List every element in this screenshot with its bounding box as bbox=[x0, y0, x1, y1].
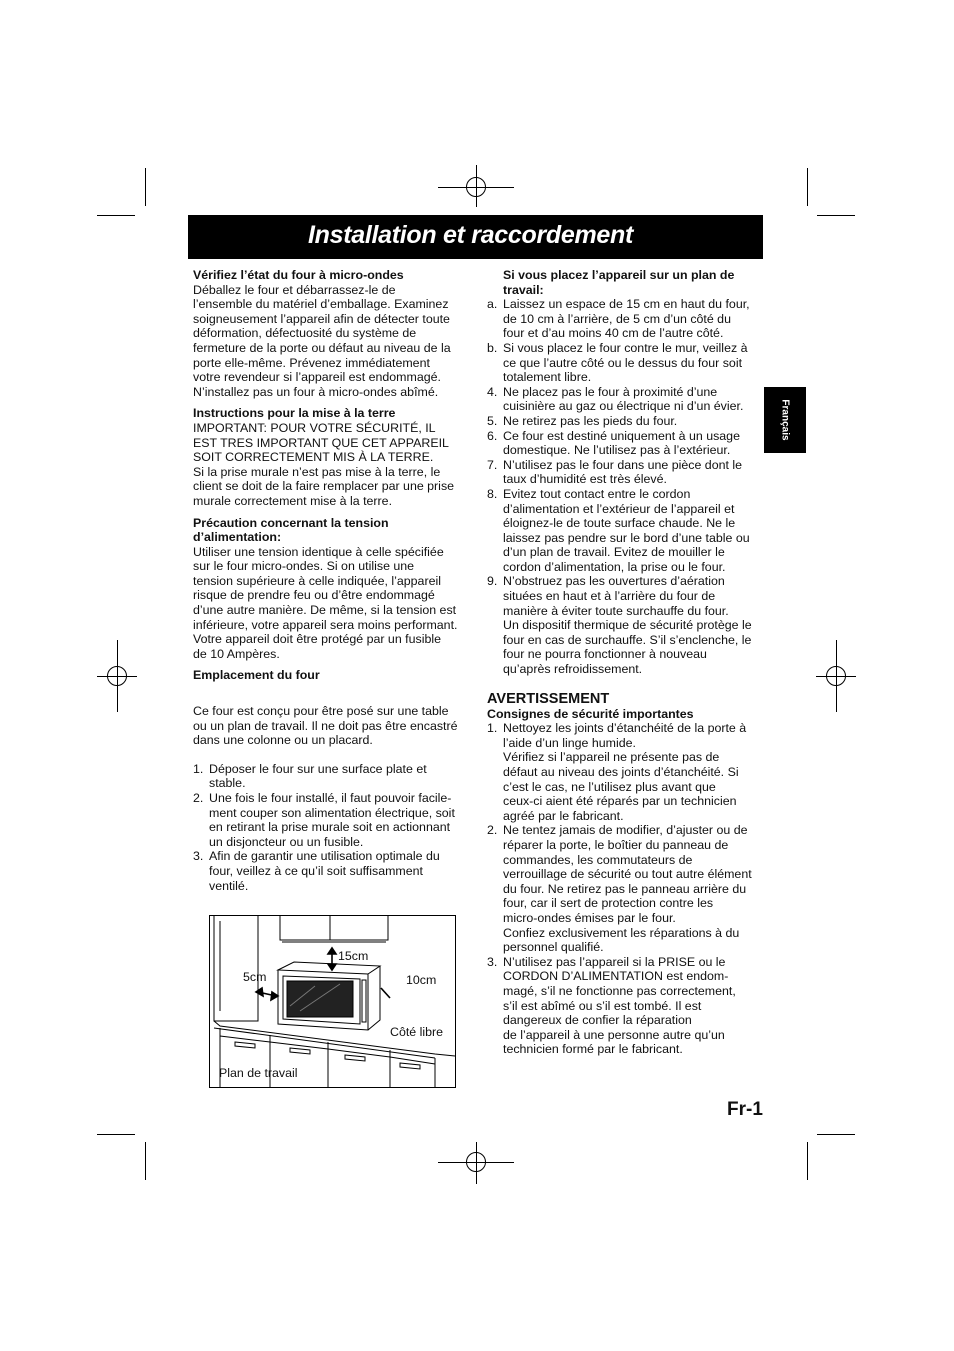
list-item bbox=[487, 487, 767, 575]
text-line: c’est le cas, ne l’utilisez plus avant que bbox=[503, 779, 716, 794]
list-item-number: 7. bbox=[487, 457, 498, 472]
list-item bbox=[487, 297, 767, 341]
list-item bbox=[487, 341, 767, 385]
section-heading: Précaution concernant la tension bbox=[193, 515, 389, 530]
kitchen-illustration bbox=[210, 916, 455, 1087]
list-item-number: a. bbox=[487, 297, 498, 312]
list-item-number: 3. bbox=[193, 849, 204, 864]
list-item-number: 1. bbox=[487, 721, 498, 736]
list-item-number: 5. bbox=[487, 413, 498, 428]
paragraph bbox=[193, 283, 471, 400]
clearance-left-label: 5cm bbox=[243, 970, 267, 984]
list-item-number: 9. bbox=[487, 574, 498, 589]
text-line: votre revendeur si l’appareil est endommagé. bbox=[193, 370, 441, 385]
list-item-number: 2. bbox=[487, 823, 498, 838]
text-line: ou un plan de travail. Il ne doit pas être encastré bbox=[193, 718, 458, 733]
text-line: s’il est abîmé ou s’il est tombé. Il est bbox=[503, 998, 702, 1013]
section-heading: Instructions pour la mise à la terre bbox=[193, 406, 396, 421]
text-line: Vérifiez si l’appareil ne présente pas de bbox=[503, 750, 720, 765]
page-title: Installation et raccordement bbox=[308, 221, 634, 249]
paragraph bbox=[193, 545, 471, 662]
section-heading: travail: bbox=[503, 282, 544, 297]
list-item-number: 8. bbox=[487, 486, 498, 501]
text-line: inférieure, votre appareil sera moins performant. bbox=[193, 617, 458, 632]
text-line: taux d’humidité est très élevé. bbox=[503, 472, 667, 487]
text-line: tension supérieure à celle indiquée, l’appareil bbox=[193, 573, 441, 588]
text-line: sur le four micro-ondes. Si on utilise une bbox=[193, 559, 415, 574]
list-item bbox=[193, 849, 471, 893]
warning-title: AVERTISSEMENT bbox=[487, 690, 610, 707]
text-line: verrouillage de sécurité ou tout autre élément bbox=[503, 867, 752, 882]
text-line: l’aide d’un linge humide. bbox=[503, 735, 636, 750]
text-line: cordon d’alimentation, la prise ou le four. bbox=[503, 559, 726, 574]
numbered-list bbox=[193, 762, 471, 893]
text-line: laissez pas pendre sur le bord d’une table ou bbox=[503, 530, 750, 545]
text-line: ce que l’autre côté ou le dessus du four soit bbox=[503, 355, 743, 370]
paragraph bbox=[193, 704, 471, 748]
text-line: Ce four est destiné uniquement à un usage bbox=[503, 428, 740, 443]
list-item-number: 6. bbox=[487, 428, 498, 443]
list-item-number: 2. bbox=[193, 791, 204, 805]
text-line: N’utilisez pas l’appareil si la PRISE ou le bbox=[503, 954, 726, 969]
text-line: four, car il sert de protection contre les bbox=[503, 896, 714, 911]
text-line: stable. bbox=[209, 776, 246, 791]
text-line: Un dispositif thermique de sécurité protège le bbox=[503, 618, 752, 633]
text-line: N’installez pas un four à micro-ondes abîmé. bbox=[193, 384, 439, 399]
text-line: Déballez le four et débarrassez-le de bbox=[193, 282, 396, 297]
text-line: Afin de garantir une utilisation optimale du bbox=[209, 849, 440, 864]
text-line: dangereux de confier la réparation bbox=[503, 1013, 692, 1028]
text-line: client se doit de la faire remplacer par une prise bbox=[193, 479, 455, 494]
text-line: Ne retirez pas les pieds du four. bbox=[503, 413, 678, 428]
text-line: de 10 cm à l’arrière, de 5 cm d’un côté du bbox=[503, 311, 731, 326]
text-line: en retirant la prise murale soit en actionnant bbox=[209, 820, 451, 835]
text-line: risque de prendre feu ou d’être endommagé bbox=[193, 588, 435, 603]
list-item bbox=[487, 574, 767, 676]
clearance-right-label: 10cm bbox=[406, 973, 437, 987]
clearance-top-label: 15cm bbox=[338, 949, 369, 963]
text-line: manière à éviter toute surchauffe du four. bbox=[503, 603, 729, 618]
text-line: un disjoncteur ou un fusible. bbox=[209, 834, 364, 849]
list-item bbox=[487, 385, 767, 414]
text-line: four en cas de surchauffe. S’il s’enclenche, le bbox=[503, 632, 752, 647]
text-line: situées en haut et à l’arrière du four de bbox=[503, 589, 716, 604]
text-line: d’une autre manière. De même, si la tension est bbox=[193, 603, 457, 618]
list-item-number: 4. bbox=[487, 384, 498, 399]
text-line: SOIT CORRECTEMENT MIS À LA TERRE. bbox=[193, 450, 434, 465]
text-line: éloignez-le de toute surface chaude. Ne le bbox=[503, 516, 736, 531]
text-line: de l’appareil à une personne autre qu’un bbox=[503, 1027, 725, 1042]
section-heading: Vérifiez l’état du four à micro-ondes bbox=[193, 268, 404, 282]
list-item-number: b. bbox=[487, 340, 498, 355]
text-line: Ne placez pas le four à proximité d’une bbox=[503, 384, 718, 399]
text-line: déformation, défectuosité du système de bbox=[193, 326, 417, 341]
text-line: micro-ondes émises par le four. bbox=[503, 910, 676, 925]
text-line: ceux-ci aient été réparés par un technicien bbox=[503, 794, 737, 809]
list-item bbox=[487, 414, 767, 429]
text-line: magé, s’il ne fonctionne pas correctement, bbox=[503, 983, 736, 998]
text-line: Votre appareil doit être protégé par un fusible bbox=[193, 632, 441, 647]
section-heading: Si vous placez l’appareil sur un plan de bbox=[503, 268, 735, 282]
left-column bbox=[193, 268, 471, 893]
text-line: agréé par le fabricant. bbox=[503, 808, 624, 823]
text-line: IMPORTANT: POUR VOTRE SÉCURITÉ, IL bbox=[193, 420, 436, 435]
text-line: four ne pourra fonctionner à nouveau bbox=[503, 647, 707, 662]
text-line: Utiliser une tension identique à celle spécifiée bbox=[193, 544, 444, 559]
list-item bbox=[487, 721, 767, 823]
warning-subtitle: Consignes de sécurité importantes bbox=[487, 706, 694, 721]
section-heading: d’alimentation: bbox=[193, 530, 282, 545]
list-item bbox=[487, 955, 767, 1057]
text-line: totalement libre. bbox=[503, 370, 592, 385]
text-line: CORDON D’ALIMENTATION est endom- bbox=[503, 969, 729, 984]
text-line: personnel qualifié. bbox=[503, 940, 604, 955]
text-line: Si vous placez le four contre le mur, veillez à bbox=[503, 340, 748, 355]
text-line: qu’après refroidissement. bbox=[503, 662, 643, 677]
list-item bbox=[193, 791, 471, 849]
free-side-label: Côté libre bbox=[390, 1025, 444, 1039]
text-line: Ne tentez jamais de modifier, d’ajuster ou de bbox=[503, 823, 748, 838]
paragraph bbox=[193, 421, 471, 509]
list-item bbox=[487, 458, 767, 487]
text-line: réparer la porte, le boîtier du panneau de bbox=[503, 837, 729, 852]
title-banner bbox=[188, 215, 763, 259]
text-line: commandes, les commutateurs de bbox=[503, 852, 693, 867]
text-line: Ce four est conçu pour être posé sur une table bbox=[193, 704, 449, 719]
text-line: Une fois le four installé, il faut pouvoir facile- bbox=[209, 791, 452, 805]
text-line: ventilé. bbox=[209, 878, 249, 893]
text-line: soigneusement l’appareil afin de détecter toute bbox=[193, 311, 450, 326]
text-line: fermeture de la porte ou défaut au niveau de la bbox=[193, 340, 451, 355]
text-line: EST TRES IMPORTANT QUE CET APPAREIL bbox=[193, 435, 449, 450]
text-line: l’ensemble du matériel d’emballage. Examinez bbox=[193, 297, 449, 312]
text-line: N’utilisez pas le four dans une pièce dont le bbox=[503, 457, 743, 472]
text-line: d’un plan de travail. Evitez de mouiller le bbox=[503, 545, 725, 560]
list-item bbox=[193, 762, 471, 791]
text-line: du four. Ne retirez pas le panneau arrière du bbox=[503, 881, 747, 896]
text-line: ment couper son alimentation électrique, soit bbox=[209, 805, 455, 820]
section-heading: Emplacement du four bbox=[193, 668, 320, 683]
list-item-number: 3. bbox=[487, 954, 498, 969]
list-item bbox=[487, 823, 767, 954]
text-line: Nettoyez les joints d’étanchéité de la porte à bbox=[503, 721, 747, 736]
text-line: technicien formé par le fabricant. bbox=[503, 1042, 683, 1057]
right-column bbox=[487, 268, 767, 1057]
text-line: de 10 Ampères. bbox=[193, 646, 280, 661]
text-line: Laissez un espace de 15 cm en haut du four, bbox=[503, 297, 750, 312]
numbered-list bbox=[487, 297, 767, 676]
text-line: Si la prise murale n’est pas mise à la terre, le bbox=[193, 464, 441, 479]
text-line: four et d’au moins 40 cm de l’autre côté. bbox=[503, 326, 724, 341]
language-tab-label: Français bbox=[779, 399, 791, 441]
list-item-number: 1. bbox=[193, 761, 204, 776]
numbered-list bbox=[487, 721, 767, 1057]
text-line: Evitez tout contact entre le cordon bbox=[503, 486, 691, 501]
text-line: porte elle-même. Prévenez immédiatement bbox=[193, 355, 430, 370]
text-line: N’obstruez pas les ouvertures d’aération bbox=[503, 574, 725, 589]
text-line: Déposer le four sur une surface plate et bbox=[209, 761, 427, 776]
text-line: Confiez exclusivement les réparations à du bbox=[503, 925, 740, 940]
text-line: défaut au niveau des joints d’étanchéité. Si bbox=[503, 765, 739, 779]
text-line: domestique. Ne l’utilisez pas à l’extérieur. bbox=[503, 443, 731, 458]
language-tab bbox=[764, 387, 806, 453]
list-item bbox=[487, 429, 767, 458]
text-line: four, veillez à ce qu’il soit suffisamment bbox=[209, 863, 423, 878]
text-line: d’alimentation et l’extérieur de l’appareil et bbox=[503, 501, 735, 516]
page-number: Fr-1 bbox=[727, 1099, 763, 1120]
text-line: murale correctement mise à la terre. bbox=[193, 493, 393, 508]
text-line: cuisinière au gaz ou électrique ni d’un évier. bbox=[503, 399, 744, 414]
text-line: dans une colonne ou un placard. bbox=[193, 733, 373, 748]
counter-label: Plan de travail bbox=[219, 1066, 298, 1080]
installation-figure bbox=[209, 915, 456, 1088]
